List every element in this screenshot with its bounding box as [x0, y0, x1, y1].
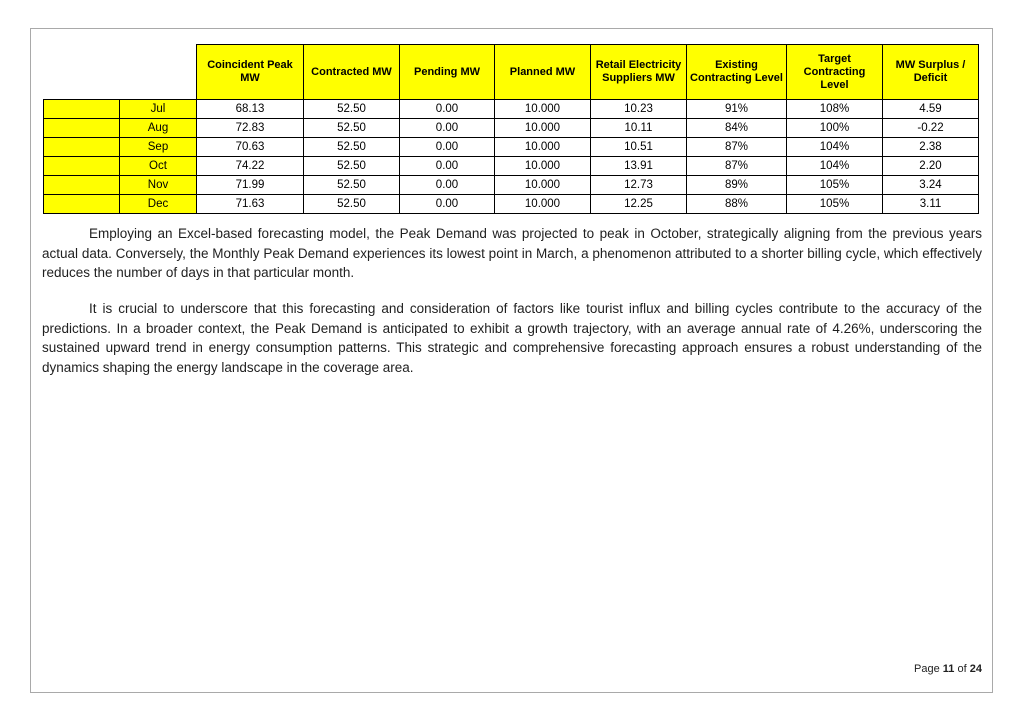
- value-cell: 4.59: [883, 100, 979, 119]
- table-row-jul: [44, 100, 979, 119]
- column-header-pending-mw: Pending MW: [400, 45, 495, 100]
- value-cell: 0.00: [400, 100, 495, 119]
- value-cell: 0.00: [400, 119, 495, 138]
- value-cell: 52.50: [304, 195, 400, 214]
- column-header-contracted-mw: Contracted MW: [304, 45, 400, 100]
- paragraph-forecast-accuracy: It is crucial to underscore that this forecasting and consideration of factors like tourist influx and billing cycles contribute to the accuracy of the predictions. In a broader context, the Peak Demand is anticipated to exhibit a growth trajectory, with an average annual rate of 4.26%, underscoring the sustained upward trend in energy consumption patterns. This strategic and comprehensive forecasting approach ensures a robust understanding of the dynamics shaping the energy landscape in the coverage area.: [42, 301, 982, 375]
- value-cell: 71.63: [197, 195, 304, 214]
- value-cell: 10.51: [591, 138, 687, 157]
- month-cell: Oct: [120, 157, 197, 176]
- footer-of-word: of: [957, 663, 967, 675]
- value-cell: 10.000: [495, 176, 591, 195]
- table-row-dec: [44, 195, 979, 214]
- value-cell: 91%: [687, 100, 787, 119]
- value-cell: 52.50: [304, 176, 400, 195]
- value-cell: 12.25: [591, 195, 687, 214]
- value-cell: 10.000: [495, 138, 591, 157]
- value-cell: 2.38: [883, 138, 979, 157]
- value-cell: 87%: [687, 157, 787, 176]
- paragraph-forecast-model: Employing an Excel-based forecasting model, the Peak Demand was projected to peak in October, strategically aligning from the previous years actual data. Conversely, the Monthly Peak Demand experiences its lowest point in March, a phenomenon attributed to a shorter billing cycle, which effectively reduces the number of days in that particular month.: [42, 226, 982, 280]
- table-row-oct: [44, 157, 979, 176]
- value-cell: 10.000: [495, 157, 591, 176]
- value-cell: 10.000: [495, 100, 591, 119]
- column-header-existing-contracting-level: Existing Contracting Level: [687, 45, 787, 100]
- value-cell: 13.91: [591, 157, 687, 176]
- value-cell: 89%: [687, 176, 787, 195]
- row-spacer-cell: [44, 157, 120, 176]
- value-cell: 71.99: [197, 176, 304, 195]
- month-cell: Dec: [120, 195, 197, 214]
- value-cell: 100%: [787, 119, 883, 138]
- table-header-row: [44, 45, 979, 100]
- footer-page-number: 11: [942, 663, 955, 675]
- month-cell: Sep: [120, 138, 197, 157]
- value-cell: 52.50: [304, 119, 400, 138]
- value-cell: 12.73: [591, 176, 687, 195]
- value-cell: 105%: [787, 176, 883, 195]
- value-cell: 87%: [687, 138, 787, 157]
- value-cell: 74.22: [197, 157, 304, 176]
- value-cell: 0.00: [400, 138, 495, 157]
- value-cell: 104%: [787, 138, 883, 157]
- column-header-retail-suppliers-mw: Retail Electricity Suppliers MW: [591, 45, 687, 100]
- value-cell: 10.23: [591, 100, 687, 119]
- month-cell: Nov: [120, 176, 197, 195]
- row-spacer-cell: [44, 195, 120, 214]
- column-header-target-contracting-level: Target Contracting Level: [787, 45, 883, 100]
- column-header-coincident-peak-mw: Coincident Peak MW: [197, 45, 304, 100]
- column-header-planned-mw: Planned MW: [495, 45, 591, 100]
- value-cell: 10.11: [591, 119, 687, 138]
- value-cell: 3.11: [883, 195, 979, 214]
- value-cell: 108%: [787, 100, 883, 119]
- row-spacer-cell: [44, 119, 120, 138]
- value-cell: 105%: [787, 195, 883, 214]
- value-cell: 68.13: [197, 100, 304, 119]
- monthly-mw-table: [43, 44, 979, 214]
- column-header-mw-surplus-deficit: MW Surplus / Deficit: [883, 45, 979, 100]
- value-cell: 10.000: [495, 195, 591, 214]
- value-cell: 52.50: [304, 138, 400, 157]
- value-cell: 2.20: [883, 157, 979, 176]
- header-month-spacer-cell: [120, 45, 197, 100]
- value-cell: 3.24: [883, 176, 979, 195]
- value-cell: 84%: [687, 119, 787, 138]
- value-cell: 10.000: [495, 119, 591, 138]
- table-row-sep: [44, 138, 979, 157]
- value-cell: 0.00: [400, 195, 495, 214]
- value-cell: 72.83: [197, 119, 304, 138]
- page-footer: [914, 663, 982, 675]
- footer-page-word: Page: [914, 663, 940, 675]
- value-cell: 0.00: [400, 157, 495, 176]
- row-spacer-cell: [44, 176, 120, 195]
- value-cell: 70.63: [197, 138, 304, 157]
- value-cell: 104%: [787, 157, 883, 176]
- value-cell: 52.50: [304, 100, 400, 119]
- value-cell: 88%: [687, 195, 787, 214]
- header-spacer-cell: [44, 45, 120, 100]
- month-cell: Jul: [120, 100, 197, 119]
- table-row-nov: [44, 176, 979, 195]
- row-spacer-cell: [44, 100, 120, 119]
- month-cell: Aug: [120, 119, 197, 138]
- row-spacer-cell: [44, 138, 120, 157]
- footer-total-pages: 24: [969, 663, 982, 675]
- table-row-aug: [44, 119, 979, 138]
- value-cell: 52.50: [304, 157, 400, 176]
- value-cell: -0.22: [883, 119, 979, 138]
- value-cell: 0.00: [400, 176, 495, 195]
